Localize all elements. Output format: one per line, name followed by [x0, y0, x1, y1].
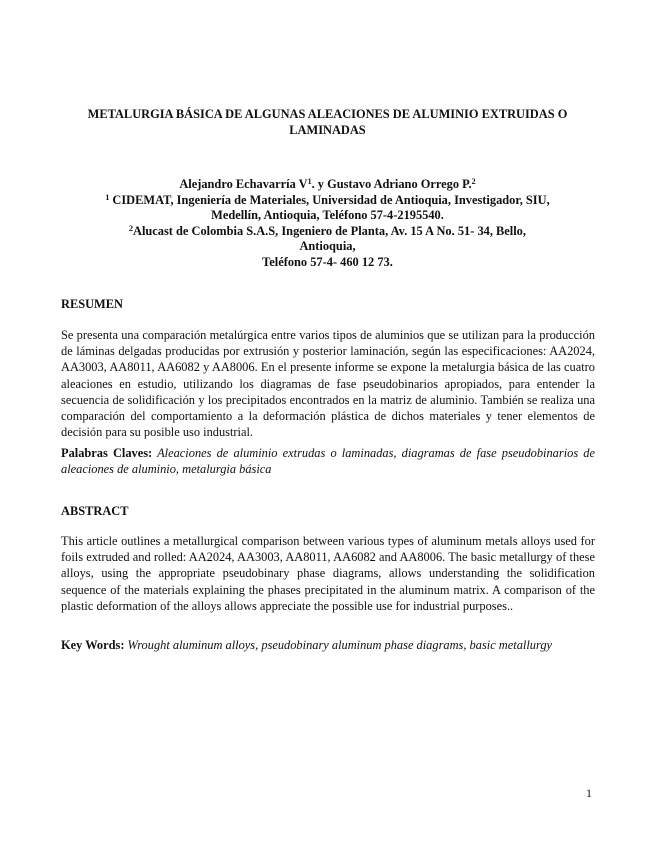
resumen-heading: RESUMEN — [61, 297, 123, 311]
author1-sup: 1 — [307, 177, 312, 186]
abstract-body: This article outlines a metallurgical comparison between various types of aluminum metals alloys used for foils extruded and rolled: AA2024, AA3003, AA8011, AA6082 and AA8006. The basic metallurgy of these alloys, using the appropriate pseudobinary phase diagrams, allows understanding the solidification sequence of the materials explaining the phases precipitated in the aluminum matrix. A comparison of the plastic deformation of the alloys allows appreciate the possible use for industrial purposes.. — [61, 534, 595, 613]
page-number: 1 — [586, 786, 592, 800]
author2-sup: 2 — [471, 177, 476, 186]
affiliation1-line1 — [100, 193, 555, 209]
key-words-text: Wrought aluminum alloys, pseudobinary aluminum phase diagrams, basic metallurgy — [124, 638, 553, 652]
palabras-claves-text: Aleaciones de aluminio extrudas o laminadas, diagramas de fase pseudobinarios de aleaciones de aluminio, metalurgia básica — [61, 446, 595, 477]
key-words-label: Key Words: — [61, 638, 125, 652]
resumen-body: Se presenta una comparación metalúrgica entre varios tipos de aluminios que se utilizan para la producción de láminas delgadas producidas por extrusión y posterior laminación, según las especificaciones: AA2024, AA3003, AA8011, AA6082 y AA8006. En el presente informe se expone la metalurgia básica de las cuatro aleaciones en estudio, utilizando los diagramas de fase pseudobinarios apropiados, para entender la secuencia de solidificación y los precipitados encontrados en la matriz de aluminio. También se realiza una comparación del comportamiento a la deformación plástica de dichos materiales y tener elementos de decisión para su posible uso industrial. — [61, 328, 595, 440]
abstract-keywords — [61, 637, 595, 653]
palabras-claves-label: Palabras Claves: — [61, 446, 153, 460]
author1-name: Alejandro Echavarría V — [179, 177, 308, 191]
affiliation2-line2: Teléfono 57-4- 460 12 73. — [262, 254, 393, 269]
author-block — [100, 177, 555, 270]
affiliation2-sup: 2 — [129, 223, 133, 233]
author-connector: . y — [311, 177, 328, 191]
paper-title: METALURGIA BÁSICA DE ALGUNAS ALEACIONES DE ALUMINIO EXTRUIDAS O LAMINADAS — [87, 107, 568, 137]
author-line — [100, 177, 555, 193]
author2-name: Gustavo Adriano Orrego P. — [327, 177, 472, 191]
affiliation2-text: Alucast de Colombia S.A.S, Ingeniero de Planta, Av. 15 A No. 51- 34, Bello, Antioquia, — [133, 223, 526, 253]
affiliation1-text: CIDEMAT, Ingeniería de Materiales, Universidad de Antioquia, Investigador, SIU, — [109, 192, 550, 207]
affiliation1-line2: Medellín, Antioquia, Teléfono 57-4-2195540. — [211, 208, 444, 222]
resumen-keywords — [61, 445, 595, 477]
abstract-heading: ABSTRACT — [61, 504, 129, 518]
affiliation2-line1 — [100, 224, 555, 255]
affiliation1-sup: 1 — [105, 192, 110, 202]
